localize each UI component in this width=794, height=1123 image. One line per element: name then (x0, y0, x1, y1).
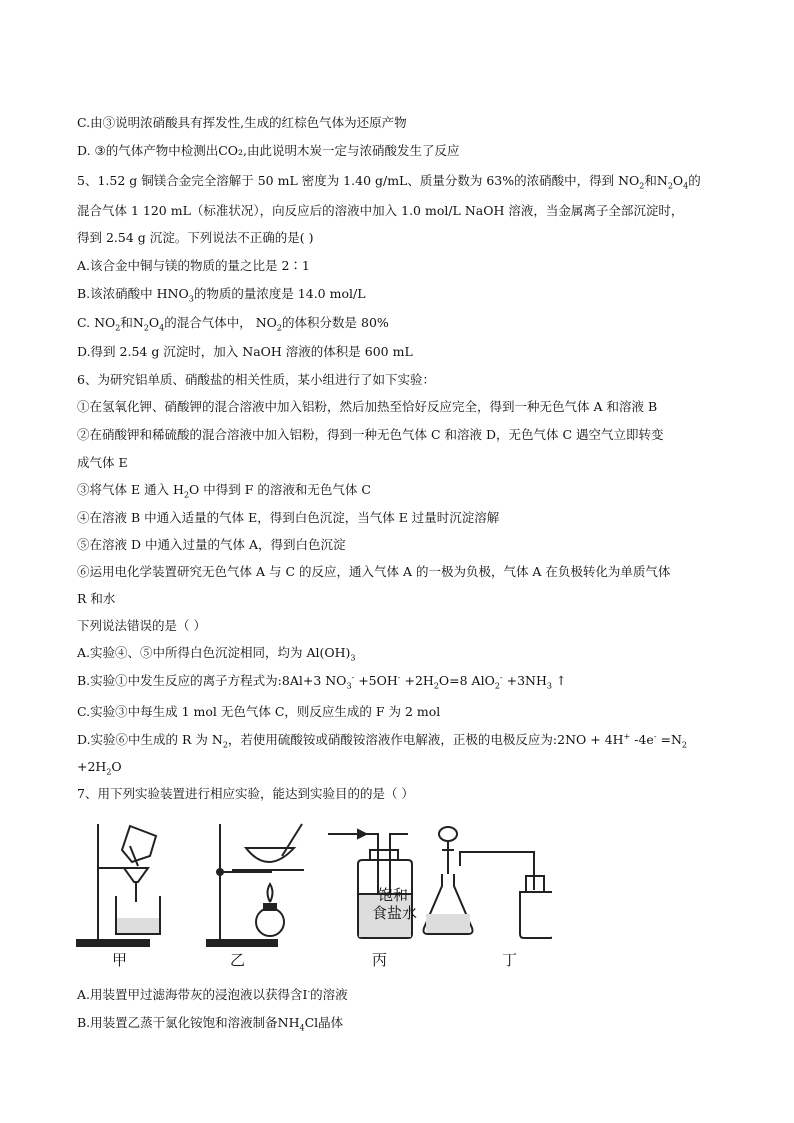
apparatus-jia (77, 824, 160, 946)
sub: 2 (681, 740, 687, 750)
sub: 2 (639, 181, 645, 191)
sub: 4 (159, 323, 165, 333)
sup: - (499, 672, 503, 682)
sub: 2 (276, 323, 283, 333)
experiment-2: ②在硝酸钾和稀硫酸的混合溶液中加入铝粉，得到一种无色气体 C 和溶液 D，无色气体 C 遇空气立即转变 (77, 427, 664, 442)
sub: 2 (143, 323, 149, 333)
option-b-q5: B.该浓硝酸中 $HNO_3$的物质的量浓度是 14.0 mol/L (77, 286, 366, 304)
experiment-6: ⑥运用电化学装置研究无色气体 A 与 C 的反应，通入气体 A 的一极为负极，气体 A 在负极转化为单质气体 (77, 564, 671, 579)
question-7-stem: 7、用下列实验装置进行相应实验，能达到实验目的的是（ ） (77, 786, 414, 801)
question-6-prompt: 下列说法错误的是（ ） (77, 618, 206, 633)
option-d-q4: D. ③的气体产物中检测出CO₂,由此说明木炭一定与浓硝酸发生了反应 (77, 143, 460, 158)
question-6-stem: 6、为研究铝单质、硝酸盐的相关性质，某小组进行了如下实验： (77, 372, 435, 387)
option-c-q6: C.实验③中每生成 1 mol 无色气体 C，则反应生成的 F 为 2 mol (77, 704, 441, 719)
sub: 3 (350, 653, 356, 663)
apparatus-figure (72, 810, 552, 970)
sub: 2 (183, 490, 190, 500)
experiment-4: ④在溶液 B 中通入适量的气体 E，得到白色沉淀，当气体 E 过量时沉淀溶解 (77, 510, 500, 525)
option-b-q6: B.实验①中发生反应的离子方程式为:8Al+3 $NO_3^- +5OH^- +2H_2O=8$ $AlO_2^- +3NH_3$ ↑ (77, 672, 567, 691)
sub: 3 (188, 294, 194, 304)
sub: 4 (299, 1023, 305, 1033)
sub: 2 (106, 767, 112, 777)
sub: 2 (667, 181, 673, 191)
experiment-2-cont: 成气体 E (77, 455, 128, 470)
sub: 2 (222, 740, 228, 750)
option-d-q6: D.实验⑥中生成的 R 为 $N_2$，若使用硫酸铵或硝酸铵溶液作电解液，正极的电极反应为:2NO + 4H+ $-4e^- =N_2$ (77, 731, 687, 750)
option-c-q4: C.由③说明浓硝酸具有挥发性,生成的红棕色气体为还原产物 (77, 115, 407, 130)
apparatus-yi (207, 824, 304, 946)
question-5-stem-line1: 5、1.52 g 铜镁合金完全溶解于 50 mL 密度为 1.40 g/mL、质量分数为 63%的浓硝酸中，得到 $NO_2$和$N_2O_4$的 (77, 173, 701, 191)
experiment-6-cont: R 和水 (77, 591, 116, 606)
label-yi: 乙 (230, 951, 246, 969)
sub: 4 (683, 181, 689, 191)
apparatus-ding (424, 827, 553, 938)
option-a-q6: A.实验④、⑤中所得白色沉淀相同，均为 $Al(OH)_3$ (77, 645, 356, 663)
option-a-q5: A.该合金中铜与镁的物质的量之比是 2∶1 (77, 258, 310, 273)
label-ding: 丁 (502, 951, 518, 969)
label-saturated-1: 饱和 (378, 886, 409, 904)
sub: 3 (546, 681, 552, 691)
option-d-q6-cont: $+2H_2O$ (77, 759, 122, 777)
sub: 3 (346, 681, 352, 691)
sup: - (307, 986, 311, 996)
sub: 2 (433, 681, 439, 691)
option-b-q7: B.用装置乙蒸干氯化铵饱和溶液制备$NH_4Cl$晶体 (77, 1015, 344, 1033)
sub: 2 (115, 323, 121, 333)
option-d-q5: D.得到 2.54 g 沉淀时，加入 NaOH 溶液的体积是 600 mL (77, 344, 413, 359)
question-5-stem-line2: 混合气体 1 120 mL（标准状况），向反应后的溶液中加入 1.0 mol/L NaOH 溶液，当金属离子全部沉淀时， (77, 203, 684, 218)
sup: + (623, 731, 631, 741)
experiment-1: ①在氢氧化钾、硝酸钾的混合溶液中加入铝粉，然后加热至恰好反应完全，得到一种无色气体 A 和溶液 B (77, 399, 658, 414)
experiment-3: ③将气体 E 通入 $H_2O$ 中得到 F 的溶液和无色气体 C (77, 482, 371, 500)
sup: - (653, 731, 657, 741)
label-saturated-2: 食盐水 (372, 904, 418, 922)
option-a-q7: A.用装置甲过滤海带灰的浸泡液以获得含I-的溶液 (77, 986, 348, 1002)
option-c-q5: C. $NO_2$和$N_2O_4$的混合气体中， $NO_2$的体积分数是 80% (77, 315, 389, 333)
experiment-5: ⑤在溶液 D 中通入过量的气体 A，得到白色沉淀 (77, 537, 346, 552)
sup: - (351, 672, 355, 682)
sup: - (397, 672, 401, 682)
label-jia: 甲 (112, 951, 128, 969)
label-bing: 丙 (372, 951, 388, 969)
sub: 2 (494, 681, 500, 691)
question-5-stem-line3: 得到 2.54 g 沉淀。下列说法不正确的是( ) (77, 230, 314, 245)
